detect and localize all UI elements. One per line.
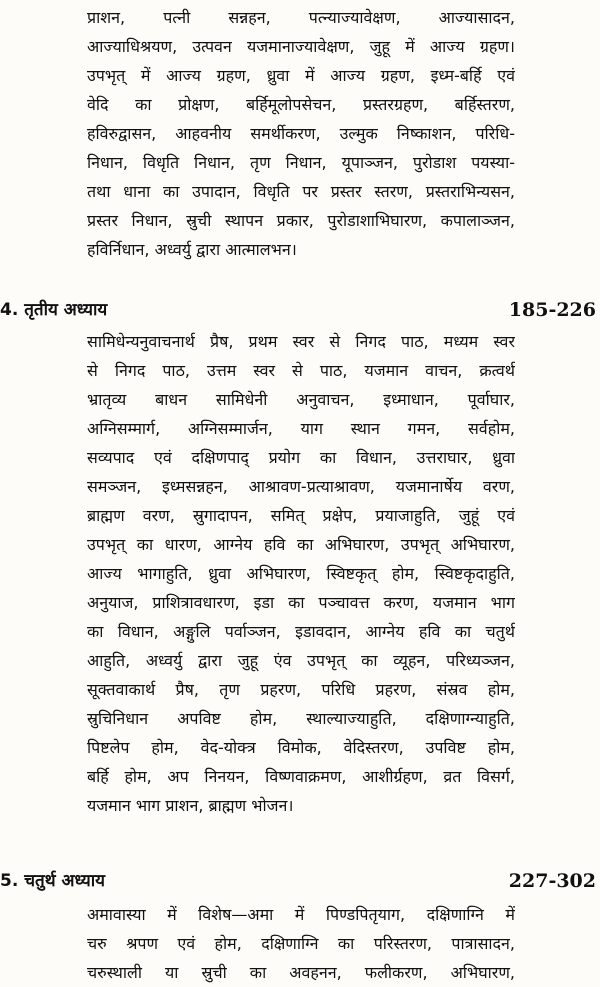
- text-line: अनुयाज, प्राशित्रावधारण, इडा का पञ्चावत्त करण, यजमान भाग: [87, 593, 515, 612]
- section-4-heading: [0, 295, 600, 325]
- section-5-heading: [0, 866, 600, 896]
- text-line: यजमान भाग प्राशन, ब्राह्मण भोजन।: [87, 796, 294, 815]
- text-line: सव्यपाद एवं दक्षिणपाद् प्रयोग का विधान, उत्तराघार, ध्रुवा: [87, 448, 515, 467]
- section-5-text: [87, 900, 515, 987]
- text-line: ब्राह्मण वरण, स्रुगादापन, समित् प्रक्षेप, प्रयाजाहुति, जुहूं एवं: [87, 506, 515, 525]
- text-line: वेदि का प्रोक्षण, बर्हिमूलोपसेचन, प्रस्तरग्रहण, बर्हिस्तरण,: [87, 95, 515, 114]
- text-line: उपभृत् में आज्य ग्रहण, ध्रुवा में आज्य ग्रहण, इध्म-बर्हि एवं: [87, 66, 515, 85]
- text-line: अग्निसम्मार्ग, अग्निसम्मार्जन, याग स्थान गमन, सर्वहोम,: [87, 419, 515, 438]
- text-line: तथा धाना का उपादान, विधृति पर प्रस्तर स्तरण, प्रस्तराभिन्यसन,: [87, 182, 515, 201]
- section-3-continued-text: [87, 3, 515, 264]
- text-line: समञ्जन, इध्मसन्नहन, आश्रावण-प्रत्याश्रावण, यजमानार्षेय वरण,: [87, 477, 515, 496]
- text-line: आहुति, अध्वर्यु द्वारा जुहू एंव उपभृत् का व्यूहन, परिध्यञ्जन,: [87, 651, 515, 670]
- text-line: स्रुचिनिधान अपविष्ट होम, स्थाल्याज्याहुति, दक्षिणाग्न्याहुति,: [87, 709, 515, 728]
- section-4-text: [87, 327, 515, 820]
- text-line: आज्याधिश्रयण, उत्पवन यजमानाज्यावेक्षण, जुहू में आज्य ग्रहण।: [87, 37, 515, 56]
- section-5-page-range: 227-302: [508, 870, 596, 892]
- text-line: बर्हि होम, अप निनयन, विष्णवाक्रमण, आशीर्ग्रहण, व्रत विसर्ग,: [87, 767, 515, 786]
- text-line: सामिधेन्यनुवाचनार्थ प्रैष, प्रथम स्वर से निगद पाठ, मध्यम स्वर: [87, 332, 515, 351]
- text-line: प्रस्तर निधान, स्रुची स्थापन प्रकार, पुरोडाशाभिघारण, कपालाञ्जन,: [87, 211, 515, 230]
- text-line: चरुस्थाली या स्रुची का अवहनन, फलीकरण, अभिघारण,: [87, 963, 515, 982]
- text-line: आज्य भागाहुति, ध्रुवा अभिघारण, स्विष्टकृत् होम, स्विष्टकृदाहुति,: [87, 564, 515, 583]
- section-4-page-range: 185-226: [508, 299, 596, 321]
- text-line: प्राशन, पत्नी सन्नहन, पत्न्याज्यावेक्षण, आज्यासादन,: [87, 8, 515, 27]
- text-line: हविरुद्वासन, आहवनीय समर्थीकरण, उल्मुक निष्काशन, परिधि-: [87, 124, 515, 143]
- text-line: उपभृत् का धारण, आग्नेय हवि का अभिघारण, उपभृत् अभिघारण,: [87, 535, 515, 554]
- text-line: हविर्निधान, अध्वर्यु द्वारा आत्मालभन।: [87, 240, 297, 259]
- text-line: अमावास्या में विशेष—अमा में पिण्डपितृयाग, दक्षिणाग्नि में: [87, 905, 515, 924]
- text-line: चरु श्रपण एवं होम, दक्षिणाग्नि का परिस्तरण, पात्रासादन,: [87, 934, 515, 953]
- text-line: सूक्तवाकार्थ प्रैष, तृण प्रहरण, परिधि प्रहरण, संस्रव होम,: [87, 680, 515, 699]
- section-4-title: 4. तृतीय अध्याय: [0, 300, 108, 320]
- text-line: पिष्टलेप होम, वेद-योक्त्र विमोक, वेदिस्तरण, उपविष्ट होम,: [87, 738, 515, 757]
- text-line: निधान, विधृति निधान, तृण निधान, यूपाञ्जन, पुरोडाश पयस्या-: [87, 153, 515, 172]
- section-5-title: 5. चतुर्थ अध्याय: [0, 871, 105, 891]
- text-line: भ्रातृव्य बाधन सामिधेनी अनुवाचन, इध्माधान, पूर्वाघार,: [87, 390, 515, 409]
- text-line: का विधान, अङ्गुलि पर्वाञ्जन, इडावदान, आग्नेय हवि का चतुर्थ: [87, 622, 515, 641]
- text-line: से निगद पाठ, उत्तम स्वर से पाठ, यजमान वाचन, क्रत्वर्थ: [87, 361, 515, 380]
